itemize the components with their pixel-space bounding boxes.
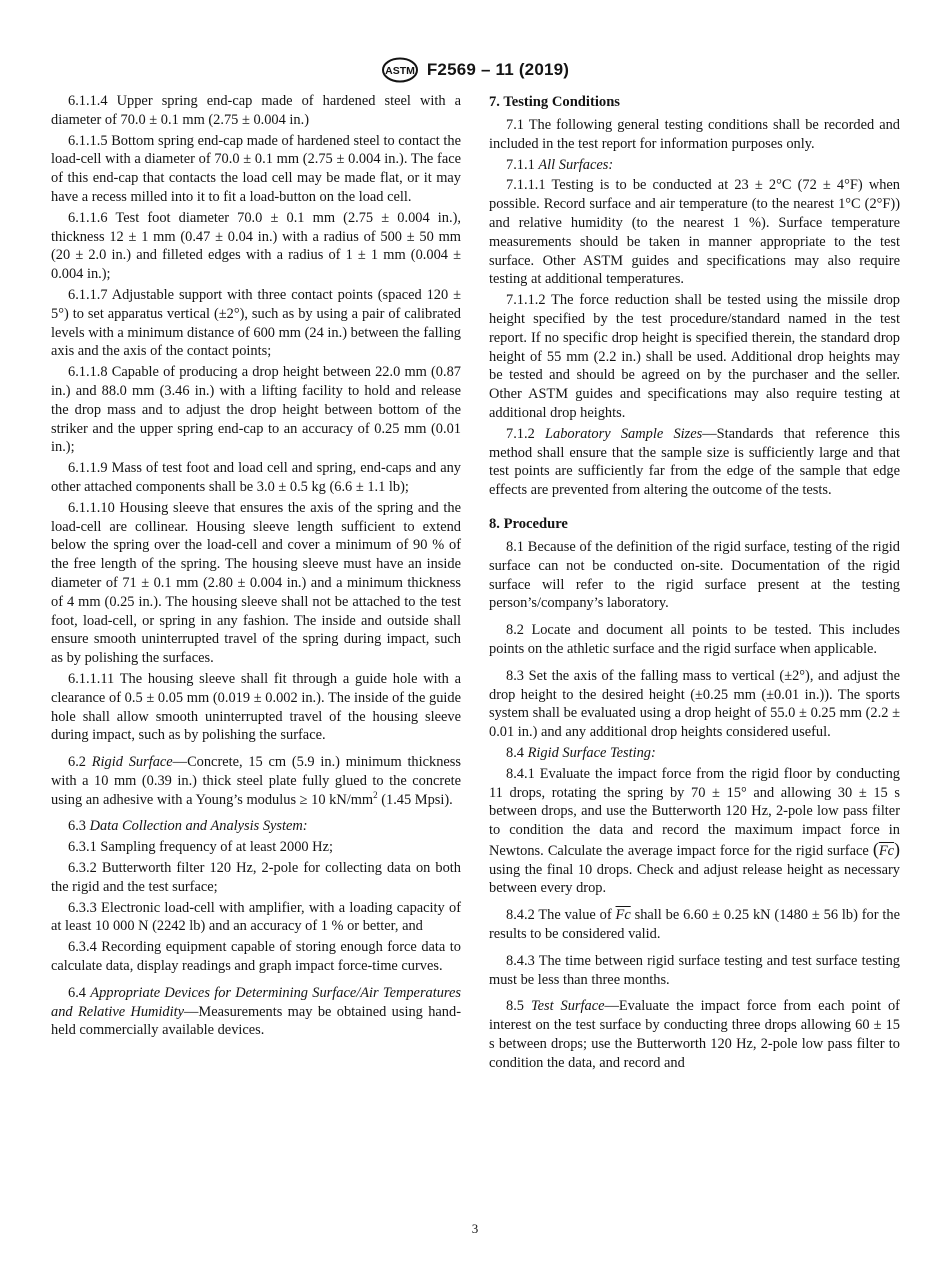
para-7-1-1-1: 7.1.1.1 Testing is to be conducted at 23 ± 2°C (72 ± 4°F) when possible. Record surface and air temperature (to the nearest 1°C (2°F)) and relative humidity (to the nearest 1 %). Surface temperature measurements should be taken in manner appropriate to the test surface. Other ASTM guides and specifications may also require testing at additional temperatures. <box>489 177 900 288</box>
para-8-2: 8.2 Locate and document all points to be tested. This includes points on the athletic surface and the rigid surface when applicable. <box>489 622 900 657</box>
para-6-1-1-4: 6.1.1.4 Upper spring end-cap made of hardened steel with a diameter of 70.0 ± 0.1 mm (2.75 ± 0.004 in.) <box>51 93 461 128</box>
page-header <box>0 56 950 84</box>
para-7-1-1: 7.1.1 All Surfaces: <box>506 156 614 173</box>
para-8-4: 8.4 Rigid Surface Testing: <box>506 744 656 761</box>
para-6-1-1-9: 6.1.1.9 Mass of test foot and load cell and spring, end-caps and any other attached components shall be 3.0 ± 0.5 kg (6.6 ± 1.1 lb); <box>51 460 461 495</box>
fc-symbol: $\overline{Fc}$ <box>878 842 894 859</box>
para-6-1-1-8: 6.1.1.8 Capable of producing a drop height between 22.0 mm (0.87 in.) and 88.0 mm (3.46 in.) with a lifting facility to hold and release the drop mass and to adjust the drop height between bottom of the striker and the upper spring end-cap to an accuracy of 0.25 mm (0.01 in.); <box>51 364 461 456</box>
fc-symbol-2: $\overline{Fc}$ <box>615 907 631 924</box>
para-7-1: 7.1 The following general testing conditions shall be recorded and included in the test report for information purposes only. <box>489 117 900 152</box>
para-6-1-1-5: 6.1.1.5 Bottom spring end-cap made of hardened steel to contact the load-cell with a diameter of 70.0 ± 0.1 mm (2.75 ± 0.004 in.). The face of this end-cap that contacts the load cell may be made flat, or it may have a recess milled into it to fit a load-button on the load cell. <box>51 132 461 205</box>
page-number: 3 <box>471 1221 479 1236</box>
para-6-1-1-10: 6.1.1.10 Housing sleeve that ensures the axis of the spring and the load-cell are collinear. Housing sleeve length sufficient to extend below the spring over the load-cell and cover a minimum of 90 % of the free length of the spring. The housing sleeve must have an inside diameter of 71 ± 0.1 mm (2.80 ± 0.004 in.) and a minimum thickness of 4 mm (0.25 in.). The housing sleeve shall not be attached to the test foot, load-cell, or spring in any fashion. The inside and outside shall ensure smooth uninterrupted travel of the spring during impact, such as by polishing the surfaces. <box>51 499 461 667</box>
para-6-3: 6.3 Data Collection and Analysis System: <box>68 818 308 835</box>
para-6-1-1-11: 6.1.1.11 The housing sleeve shall fit through a guide hole with a clearance of 0.5 ± 0.05 mm (0.019 ± 0.002 in.). The inside of the guide hole shall allow smooth uninterrupted travel of the housing sleeve during impact, such as by polishing the surface. <box>51 670 461 744</box>
para-8-1: 8.1 Because of the definition of the rigid surface, testing of the rigid surface can not be conducted on-site. Documentation of the rigid surface will refer to the rigid surface present at the testing person’s/company’s laboratory. <box>489 538 900 612</box>
para-6-3-4: 6.3.4 Recording equipment capable of storing enough force data to calculate data, display readings and graph impact force-time curves. <box>51 939 461 975</box>
para-8-4-3: 8.4.3 The time between rigid surface testing and test surface testing must be less than three months. <box>489 952 900 988</box>
right-column <box>489 92 900 1075</box>
para-6-4: 6.4 Appropriate Devices for Determining Surface/Air Temperatures and Relative Humidity—Measurements may be obtained using hand-held commercially available devices. <box>51 984 461 1039</box>
para-6-2: 6.2 Rigid Surface—Concrete, 15 cm (5.9 in.) minimum thickness with a 10 mm (0.39 in.) thick steel plate fully glued to the concrete using an adhesive with a Young’s modulus ≥ 10 $kN/mm^2$ (1.45 Mpsi). <box>51 754 461 808</box>
para-6-3-3: 6.3.3 Electronic load-cell with amplifier, with a loading capacity of at least 10 000 N (2242 lb) and an accuracy of 1 % or better, and <box>51 899 461 935</box>
document-id: F2569 – 11 (2019) <box>426 60 570 79</box>
para-6-1-1-7: 6.1.1.7 Adjustable support with three contact points (spaced 120 ± 5°) to set apparatus vertical (±2°), such as by using a pair of calibrated levels with a minimum distance of 600 mm (24 in.) between the falling axis and the axis of the contact points; <box>51 286 461 360</box>
left-column <box>51 92 461 1042</box>
para-6-1-1-6: 6.1.1.6 Test foot diameter 70.0 ± 0.1 mm (2.75 ± 0.004 in.), thickness 12 ± 1 mm (0.47 ± 0.04 in.) with a radius of 500 ± 50 mm (20 ± 2.0 in.) and filleted edges with a radius of 1 ± 1 mm (0.004 ± 0.004 in.); <box>51 209 461 283</box>
astm-logo-icon <box>381 57 419 83</box>
para-7-1-1-2: 7.1.1.2 The force reduction shall be tested using the missile drop height specified by the test procedure/standard named in the test report. If no specific drop height is specified therein, the standard drop height of 55 mm (2.2 in.) shall be used. Additional drop heights may be tested and should be agreed on by the purchaser and the seller. Other ASTM guides and specifications may also require testing at additional drop heights. <box>489 292 900 421</box>
section-8-heading: 8. Procedure <box>489 515 568 532</box>
para-7-1-2: 7.1.2 Laboratory Sample Sizes—Standards that reference this method shall ensure that the sample size is sufficiently large and that test points are sufficiently far from the edge of the sample that edge effects are prevented from altering the outcome of the tests. <box>489 425 900 499</box>
para-8-4-1: 8.4.1 Evaluate the impact force from the rigid floor by conducting 11 drops, rotating the spring by 70 ± 15° and allowing 30 ± 15 s between drops, and use the Butterworth 120 Hz, 2-pole low pass filter to condition the data and record the maximum impact force in Newtons. Calculate the average impact force for the rigid surface $(\overline{Fc})$ using the final 10 drops. Check and adjust release height as necessary between every drop. <box>489 765 900 897</box>
para-8-3: 8.3 Set the axis of the falling mass to vertical (±2°), and adjust the drop height to the desired height (±0.25 mm (±0.01 in.)). The sports system shall be evaluated using a drop height of 55.0 ± 0.25 mm (2.2 ± 0.01 in.) and any additional drop heights considered useful. <box>489 667 900 741</box>
para-6-3-2: 6.3.2 Butterworth filter 120 Hz, 2-pole for collecting data on both the rigid and the test surface; <box>51 860 461 895</box>
section-7-heading: 7. Testing Conditions <box>489 94 620 110</box>
para-8-5: 8.5 Test Surface—Evaluate the impact force from each point of interest on the test surface by conducting three drops allowing 60 ± 15 s between drops; use the Butterworth 120 Hz, 2-pole low pass filter to condition the data, and record and <box>489 998 900 1071</box>
para-8-4-2: 8.4.2 The value of $\overline{Fc}$ shall be 6.60 ± 0.25 kN (1480 ± 56 lb) for the results to be considered valid. <box>489 907 900 943</box>
astm-logo-text: ASTM <box>384 65 415 77</box>
para-6-3-1: 6.3.1 Sampling frequency of at least 2000 Hz; <box>68 839 333 856</box>
